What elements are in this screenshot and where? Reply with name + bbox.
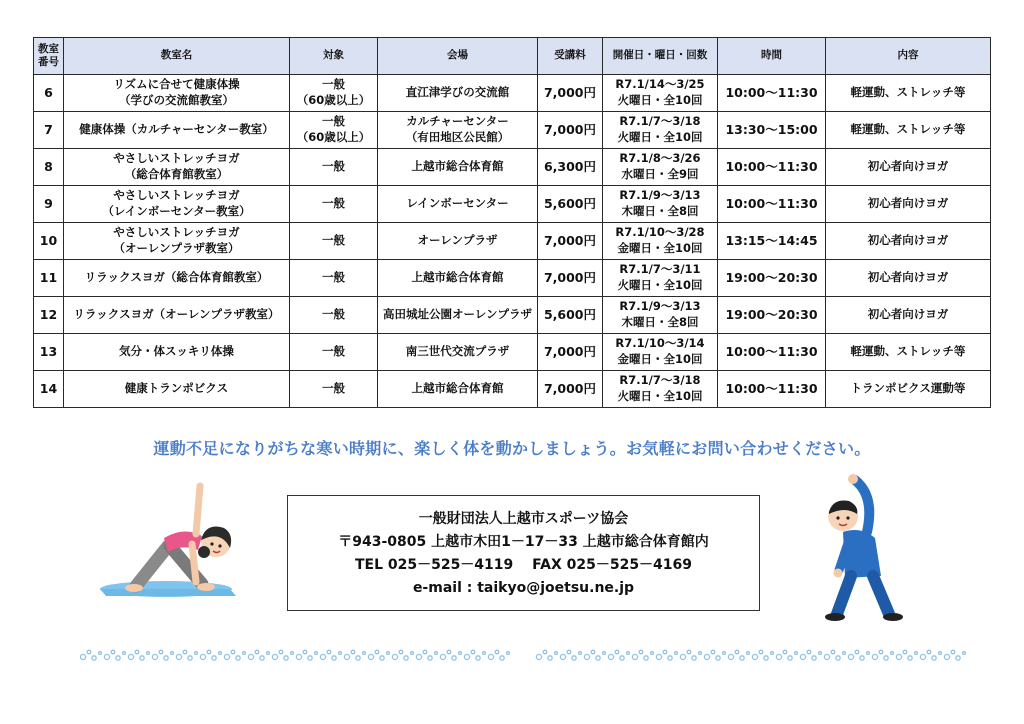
row-time: 10:00～11:30 [718,75,826,112]
bubble-dot [699,652,702,655]
row-content: 軽運動、ストレッチ等 [826,112,991,149]
row-time: 13:30～15:00 [718,112,826,149]
bubble-dot [824,654,829,659]
row-dates: R7.1/7～3/18 火曜日・全10回 [603,371,718,408]
bubble-dot [560,654,565,659]
organization-name: 一般財団法人上越市スポーツ協会 [418,511,629,527]
bubble-dot [608,654,613,659]
bubble-dot [356,656,360,660]
header-content: 内容 [826,38,991,75]
row-dates: R7.1/8～3/26 水曜日・全9回 [603,149,718,186]
row-fee: 7,000円 [538,112,603,149]
bubble-dot [411,652,414,655]
bubble-dot [812,656,816,660]
table-row [34,186,991,223]
bubble-dot [332,656,336,660]
email: e-mail : taikyo@joetsu.ne.jp [412,580,635,596]
bubble-dot [476,656,480,660]
bubble-dot [567,650,571,654]
invitation-message: 運動不足になりがちな寒い時期に、楽しく体を動かしましょう。お気軽にお問い合わせください。 [153,439,871,458]
bubble-dot [956,656,960,660]
bubble-dot [183,650,187,654]
row-venue: 直江津学びの交流館 [378,75,538,112]
row-dates: R7.1/14～3/25 火曜日・全10回 [603,75,718,112]
header-dates: 開催日・曜日・回数 [603,38,718,75]
row-content: 初心者向けヨガ [826,186,991,223]
bubble-dot [548,656,552,660]
bubble-dot [896,654,901,659]
bubble-dot [704,654,709,659]
bubble-dot [224,654,229,659]
bubble-dot [279,650,283,654]
table-row [34,223,991,260]
bubble-dot [87,650,91,654]
row-venue: レインボーセンター [378,186,538,223]
table-row [34,112,991,149]
header-time: 時間 [718,38,826,75]
bubble-dot [656,654,661,659]
row-fee: 7,000円 [538,223,603,260]
row-time: 19:00～20:30 [718,297,826,334]
bubble-dot [663,650,667,654]
row-target: 一般 [290,260,378,297]
bubble-dot [483,652,486,655]
row-content: 軽運動、ストレッチ等 [826,75,991,112]
bubble-dot [243,652,246,655]
row-time: 10:00～11:30 [718,186,826,223]
bubble-dot [932,656,936,660]
row-fee: 7,000円 [538,371,603,408]
bubble-dot [464,654,469,659]
bubble-dot [363,652,366,655]
bubble-dot [843,652,846,655]
bubble-dot [860,656,864,660]
bubble-dot [80,654,85,659]
row-venue: オーレンプラザ [378,223,538,260]
row-venue: カルチャーセンター （有田地区公民館） [378,112,538,149]
row-class-name: やさしいストレッチヨガ （オーレンプラザ教室） [64,223,290,260]
bubble-dot [807,650,811,654]
bubble-dot [135,650,139,654]
row-target: 一般 [290,371,378,408]
bubble-dot [507,652,510,655]
bubble-dot [783,650,787,654]
bubble-dot [147,652,150,655]
row-fee: 6,300円 [538,149,603,186]
yoga-woman-illustration [98,478,248,600]
bubble-dot [872,654,877,659]
row-class-number: 14 [34,371,64,408]
bubble-dot [855,650,859,654]
bubble-dot [788,656,792,660]
bubble-dot [399,650,403,654]
bubble-dot [452,656,456,660]
bubble-dot [884,656,888,660]
bubble-dot [231,650,235,654]
bubble-dot [104,654,109,659]
bubble-dot [255,650,259,654]
row-venue: 高田城址公園オーレンプラザ [378,297,538,334]
row-venue: 上越市総合体育館 [378,149,538,186]
bubble-dot [603,652,606,655]
class-schedule-table [33,37,991,408]
bubble-dot [320,654,325,659]
bubble-dot [903,650,907,654]
bubble-dot [212,656,216,660]
bubble-dot [140,656,144,660]
bubble-dot [308,656,312,660]
bubble-dot [819,652,822,655]
row-venue: 上越市総合体育館 [378,371,538,408]
row-time: 19:00～20:30 [718,260,826,297]
bubble-dot [435,652,438,655]
bubble-dot [951,650,955,654]
row-class-name: 健康トランポビクス [64,371,290,408]
bubble-dot [848,654,853,659]
bubble-dot [207,650,211,654]
row-target: 一般 [290,186,378,223]
bubble-dot [99,652,102,655]
row-content: 初心者向けヨガ [826,223,991,260]
bubble-dot [543,650,547,654]
bubble-dot [716,656,720,660]
row-fee: 7,000円 [538,260,603,297]
row-dates: R7.1/9～3/13 木曜日・全8回 [603,297,718,334]
bubble-dot [836,656,840,660]
bubble-dot [927,650,931,654]
bubble-dot [159,650,163,654]
bubble-dot [675,652,678,655]
bubble-dot [296,654,301,659]
bubble-dot [459,652,462,655]
bubble-dot [591,650,595,654]
bubble-dot [488,654,493,659]
row-content: 初心者向けヨガ [826,297,991,334]
row-class-number: 13 [34,334,64,371]
row-class-number: 8 [34,149,64,186]
row-target: 一般 [290,297,378,334]
address: 〒943-0805 上越市木田1－17－33 上越市総合体育館内 [338,534,709,550]
bubble-dot [327,650,331,654]
phone-fax: TEL 025－525－4119 FAX 025－525－4169 [354,557,693,573]
row-class-number: 6 [34,75,64,112]
row-target: 一般 [290,149,378,186]
bubble-dot [752,654,757,659]
bubble-dot [920,654,925,659]
bubble-dot [200,654,205,659]
row-content: トランポビクス運動等 [826,371,991,408]
bubble-dot [944,654,949,659]
bubble-dot [963,652,966,655]
bubble-dot [392,654,397,659]
header-target: 対象 [290,38,378,75]
row-time: 13:15～14:45 [718,223,826,260]
bubble-dot [339,652,342,655]
bubble-dot [428,656,432,660]
row-class-number: 11 [34,260,64,297]
row-class-name: 健康体操（カルチャーセンター教室） [64,112,290,149]
bubble-dot [747,652,750,655]
bubble-dot [831,650,835,654]
bubble-dot [344,654,349,659]
bubble-dot [111,650,115,654]
row-target: 一般 [290,334,378,371]
row-dates: R7.1/7～3/18 火曜日・全10回 [603,112,718,149]
bubble-dot [375,650,379,654]
bubble-dot [668,656,672,660]
bubble-dot [776,654,781,659]
table-row [34,371,991,408]
row-content: 軽運動、ストレッチ等 [826,334,991,371]
row-fee: 5,600円 [538,297,603,334]
row-time: 10:00～11:30 [718,149,826,186]
bubble-dot [759,650,763,654]
bubble-dot [728,654,733,659]
row-dates: R7.1/10～3/14 金曜日・全10回 [603,334,718,371]
bubble-dot [572,656,576,660]
bubble-dot [723,652,726,655]
table-row [34,149,991,186]
bubble-dot [387,652,390,655]
bubble-dot [596,656,600,660]
row-class-name: やさしいストレッチヨガ （総合体育館教室） [64,149,290,186]
bubble-dot [123,652,126,655]
row-class-number: 12 [34,297,64,334]
row-venue: 上越市総合体育館 [378,260,538,297]
bubble-dot [260,656,264,660]
table-header-row [34,38,991,75]
bubble-dot [92,656,96,660]
row-class-number: 10 [34,223,64,260]
row-fee: 5,600円 [538,186,603,223]
bubble-dot [692,656,696,660]
bubble-dot [627,652,630,655]
bubble-dot [620,656,624,660]
bubble-dot [615,650,619,654]
header-class-number: 教室 番号 [34,38,64,75]
bubble-dot [651,652,654,655]
bubble-dot [687,650,691,654]
bubble-dot [267,652,270,655]
bubble-dot [795,652,798,655]
row-time: 10:00～11:30 [718,371,826,408]
bubble-dot [867,652,870,655]
bubble-dot [908,656,912,660]
row-class-number: 9 [34,186,64,223]
bubble-dot [195,652,198,655]
bubble-dot [188,656,192,660]
bubble-dot [128,654,133,659]
bubble-dot [644,656,648,660]
row-class-name: リラックスヨガ（オーレンプラザ教室） [64,297,290,334]
bubble-dot [404,656,408,660]
row-fee: 7,000円 [538,75,603,112]
bubble-dot [771,652,774,655]
bubble-dot [164,656,168,660]
row-content: 初心者向けヨガ [826,149,991,186]
header-fee: 受講料 [538,38,603,75]
bubble-dot [500,656,504,660]
bubble-dot [740,656,744,660]
header-venue: 会場 [378,38,538,75]
contact-box [287,495,760,611]
bubble-dot [800,654,805,659]
bubble-dot [915,652,918,655]
table-row [34,260,991,297]
bubble-dot [536,654,541,659]
bubble-dot [116,656,120,660]
row-class-name: 気分・体スッキリ体操 [64,334,290,371]
row-class-name: リズムに合せて健康体操 （学びの交流館教室） [64,75,290,112]
bubble-dot [735,650,739,654]
bubble-dot [711,650,715,654]
bubble-dot [632,654,637,659]
bubble-dot [248,654,253,659]
bubble-dot [351,650,355,654]
bubble-dot [891,652,894,655]
bubble-dot [879,650,883,654]
table-row [34,297,991,334]
bubble-dot [584,654,589,659]
row-class-name: やさしいストレッチヨガ （レインボーセンター教室） [64,186,290,223]
bubble-dot [272,654,277,659]
bubble-dot [380,656,384,660]
bubble-dot [171,652,174,655]
bubble-dot [291,652,294,655]
bubble-dot [284,656,288,660]
bubble-dot [315,652,318,655]
table-row [34,334,991,371]
row-dates: R7.1/7～3/11 火曜日・全10回 [603,260,718,297]
bubble-dot [555,652,558,655]
row-fee: 7,000円 [538,334,603,371]
bubble-dot [471,650,475,654]
decorative-bubble-border [80,646,970,664]
bubble-dot [423,650,427,654]
bubble-dot [495,650,499,654]
stretching-man-illustration [815,474,915,622]
bubble-dot [440,654,445,659]
row-dates: R7.1/10～3/28 金曜日・全10回 [603,223,718,260]
bubble-dot [939,652,942,655]
bubble-dot [219,652,222,655]
bubble-dot [176,654,181,659]
bubble-dot [579,652,582,655]
bubble-dot [152,654,157,659]
bubble-dot [303,650,307,654]
bubble-dot [764,656,768,660]
bubble-dot [639,650,643,654]
row-class-number: 7 [34,112,64,149]
row-content: 初心者向けヨガ [826,260,991,297]
bubble-dot [447,650,451,654]
bubble-dot [416,654,421,659]
bubble-dot [368,654,373,659]
row-time: 10:00～11:30 [718,334,826,371]
bubble-dot [236,656,240,660]
row-target: 一般 （60歳以上） [290,75,378,112]
bubble-dot [680,654,685,659]
row-target: 一般 （60歳以上） [290,112,378,149]
table-row [34,75,991,112]
row-venue: 南三世代交流プラザ [378,334,538,371]
row-dates: R7.1/9～3/13 木曜日・全8回 [603,186,718,223]
row-target: 一般 [290,223,378,260]
header-class-name: 教室名 [64,38,290,75]
row-class-name: リラックスヨガ（総合体育館教室） [64,260,290,297]
